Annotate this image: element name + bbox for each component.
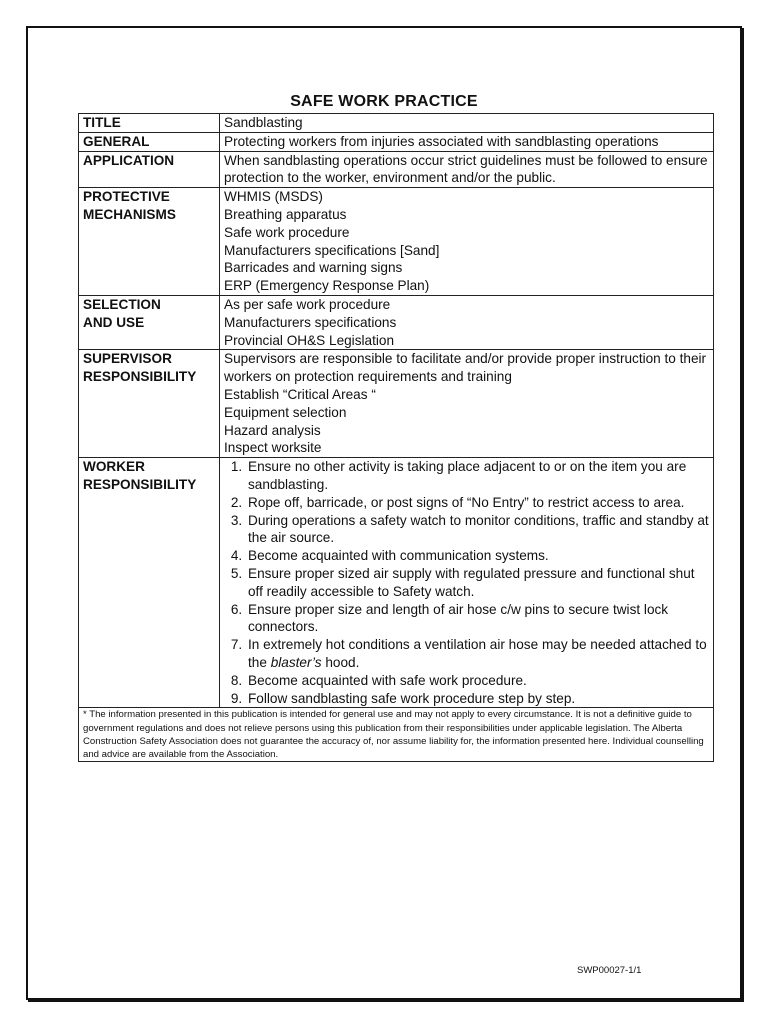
list-item: 1. Ensure no other activity is taking place adjacent to or on the item you are sandblasting.	[246, 458, 709, 494]
row-value-worker	[220, 458, 714, 708]
list-item: Safe work procedure	[224, 224, 350, 240]
list-item: Barricades and warning signs	[224, 260, 403, 276]
row-value-title: Sandblasting	[220, 114, 714, 133]
list-item: ERP (Emergency Response Plan)	[224, 278, 430, 294]
label-line: RESPONSIBILITY	[83, 476, 197, 492]
safe-work-practice-table	[78, 113, 714, 762]
worker-steps-list	[224, 458, 709, 707]
table-row	[79, 188, 714, 296]
label-line: MECHANISMS	[83, 206, 176, 222]
list-item: Hazard analysis	[224, 422, 321, 438]
row-value-general: Protecting workers from injuries associated with sandblasting operations	[220, 132, 714, 151]
row-value-application: When sandblasting operations occur strict guidelines must be followed to ensure protection to the worker, environment and/or the public.	[220, 151, 714, 188]
row-value-selection	[220, 295, 714, 349]
list-item: WHMIS (MSDS)	[224, 189, 323, 205]
list-item: 9. Follow sandblasting safe work procedure step by step.	[246, 690, 709, 708]
row-label-worker	[79, 458, 220, 708]
list-item: Manufacturers specifications [Sand]	[224, 242, 440, 258]
label-line: RESPONSIBILITY	[83, 369, 197, 385]
list-item: Equipment selection	[224, 404, 347, 420]
list-item: 6. Ensure proper size and length of air hose c/w pins to secure twist lock connectors.	[246, 601, 709, 637]
list-item: 2. Rope off, barricade, or post signs of “No Entry” to restrict access to area.	[246, 494, 709, 512]
table-row	[79, 458, 714, 708]
row-label-supervisor	[79, 350, 220, 458]
row-label-protective	[79, 188, 220, 296]
list-item: As per safe work procedure	[224, 296, 391, 312]
row-label-title: TITLE	[79, 114, 220, 133]
table-row	[79, 132, 714, 151]
list-item: Manufacturers specifications	[224, 314, 397, 330]
step-text: In extremely hot conditions a ventilation air hose may be needed attached to the	[248, 637, 707, 670]
table-row	[79, 350, 714, 458]
label-line: SUPERVISOR	[83, 351, 172, 367]
list-item: 8. Become acquainted with safe work procedure.	[246, 672, 709, 690]
page-title: SAFE WORK PRACTICE	[290, 93, 478, 110]
row-value-supervisor	[220, 350, 714, 458]
disclaimer-text: * The information presented in this publication is intended for general use and may not apply to every circumstance. It is not a definitive guide to government regulations and does not relieve persons using this publication from their responsibilities under applicable legislation. The Alberta Construction Safety Association does not guarantee the accuracy of, nor assume liability for, the information presented here. Individual counselling and advice are available from the Association.	[79, 708, 714, 762]
row-label-application: APPLICATION	[79, 151, 220, 188]
list-item	[246, 636, 709, 672]
label-line: PROTECTIVE	[83, 189, 170, 205]
label-line: WORKER	[83, 459, 145, 475]
step-text: hood.	[321, 654, 360, 670]
table-row	[79, 295, 714, 349]
list-item: 4. Become acquainted with communication systems.	[246, 547, 709, 565]
document-code: SWP00027-1/1	[577, 965, 642, 976]
row-label-selection	[79, 295, 220, 349]
row-label-general: GENERAL	[79, 132, 220, 151]
table-row	[79, 708, 714, 762]
label-line: AND USE	[83, 314, 145, 330]
table-row	[79, 151, 714, 188]
list-item: Inspect worksite	[224, 440, 322, 456]
list-item: Breathing apparatus	[224, 206, 347, 222]
table-row	[79, 114, 714, 133]
list-item: Establish “Critical Areas “	[224, 386, 376, 402]
list-item: Provincial OH&S Legislation	[224, 332, 395, 348]
list-item: 3. During operations a safety watch to monitor conditions, traffic and standby at the air source.	[246, 512, 709, 548]
list-item: Supervisors are responsible to facilitate and/or provide proper instruction to their workers on protection requirements and training	[224, 351, 707, 385]
step-emphasis: blaster’s	[270, 654, 322, 670]
row-value-protective	[220, 188, 714, 296]
list-item: 5. Ensure proper sized air supply with regulated pressure and functional shut off readily accessible to Safety watch.	[246, 565, 709, 601]
label-line: SELECTION	[83, 296, 161, 312]
